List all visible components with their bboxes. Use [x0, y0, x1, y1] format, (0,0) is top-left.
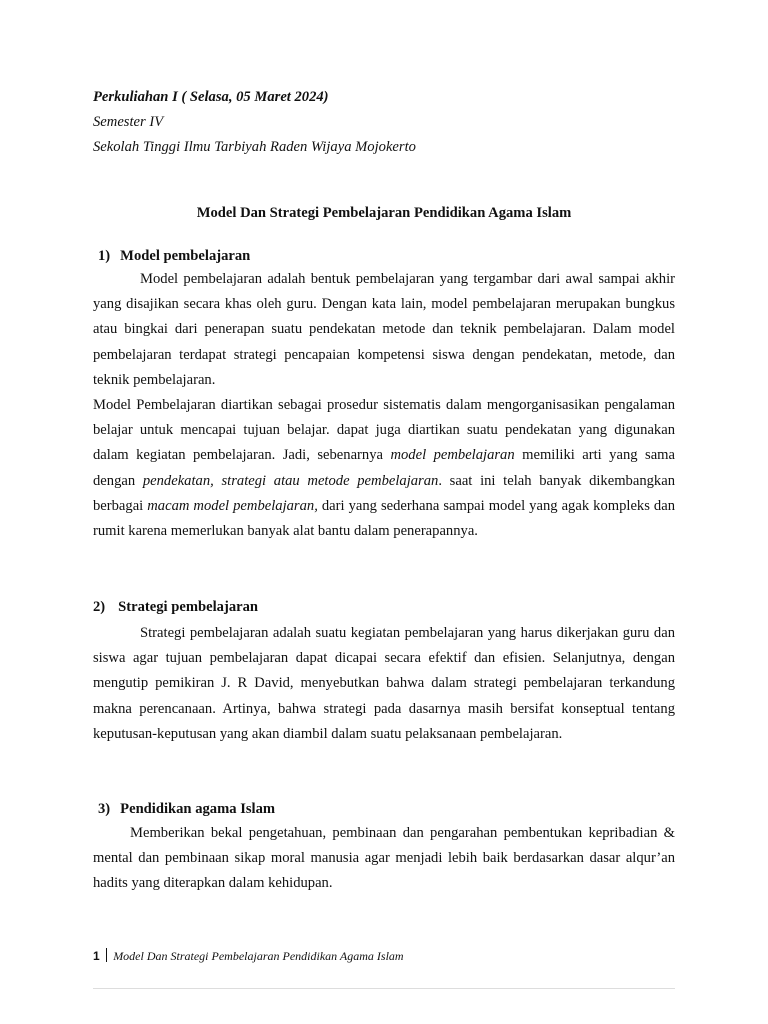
paragraph-text: dari yang sederhana sampai model yang agak kompleks dan rumit karena memerlukan banyak alat bantu dalam penerapannya.: [93, 497, 675, 540]
lecture-info: Perkuliahan I ( Selasa, 05 Maret 2024): [93, 89, 329, 105]
section-2-body: [93, 621, 675, 747]
institution-name: Sekolah Tinggi Ilmu Tarbiyah Raden Wijaya Mojokerto: [93, 139, 416, 155]
section-3-heading: [98, 800, 275, 818]
paragraph-text: Model Pembelajaran diartikan sebagai prosedur sistematis dalam mengorganisasikan pengalaman belajar untuk mencapai tujuan belajar. dapat juga diartikan suatu pendekatan yang digunakan dalam kegiatan pembelajaran. Jadi, sebenarnya: [93, 397, 675, 464]
section-2-number: 2): [93, 599, 106, 615]
section-2-paragraph-1: Strategi pembelajaran adalah suatu kegiatan pembelajaran yang harus dikerjakan guru dan siswa agar tujuan pembelajaran dapat dicapai secara efektif dan efisien. Selanjutnya, dengan mengutip pemikiran J. R David, menyebutkan bahwa dalam strategi pembelajaran terkandung makna perencanaan. Artinya, bahwa strategi pada dasarnya masih bersifat konseptual tentang keputusan-keputusan yang akan diambil dalam suatu pelaksanaan pembelajaran.: [93, 625, 675, 742]
footer-title: Model Dan Strategi Pembelajaran Pendidikan Agama Islam: [113, 949, 404, 963]
section-1-heading: [98, 247, 250, 265]
section-2-title: Strategi pembelajaran: [118, 599, 259, 615]
section-3-body: [93, 821, 675, 897]
document-title: Model Dan Strategi Pembelajaran Pendidikan Agama Islam: [196, 205, 572, 221]
section-1-title: Model pembelajaran: [120, 248, 251, 264]
paragraph-text: memiliki arti yang sama dengan: [93, 447, 676, 489]
section-1-paragraph-2: [93, 393, 675, 544]
section-3-number: 3): [98, 801, 111, 817]
section-1-paragraph-1: Model pembelajaran adalah bentuk pembelajaran yang tergambar dari awal sampai akhir yang disajikan secara khas oleh guru. Dengan kata lain, model pembelajaran merupakan bungkus atau bingkai dari penerapan suatu pendekatan metode dan teknik pembelajaran. Dalam model pembelajaran terdapat strategi pencapaian kompetensi siswa dengan pendekatan, metode, dan teknik pembelajaran.: [93, 271, 675, 388]
footer-divider: [93, 988, 675, 989]
page-number: 1: [93, 949, 100, 963]
section-1-number: 1): [98, 248, 111, 264]
footer-separator: [106, 948, 108, 962]
semester-info: Semester IV: [93, 114, 164, 130]
section-3-paragraph-1: Memberikan bekal pengetahuan, pembinaan dan pengarahan pembentukan kepribadian & mental dan pembinaan sikap moral manusia agar menjadi lebih baik berdasarkan dasar alqur’an hadits yang diterapkan dalam kehidupan.: [93, 825, 675, 892]
emphasis-text: pendekatan, strategi atau metode pembelajaran: [142, 472, 439, 489]
section-3-title: Pendidikan agama Islam: [120, 801, 276, 817]
paragraph-text: . saat ini telah banyak dikembangkan berbagai: [93, 472, 675, 514]
page-footer: [93, 947, 404, 965]
emphasis-text: macam model pembelajaran,: [147, 497, 318, 514]
section-2-heading: [93, 598, 258, 616]
section-1-body: [93, 267, 675, 544]
emphasis-text: model pembelajaran: [390, 447, 515, 464]
